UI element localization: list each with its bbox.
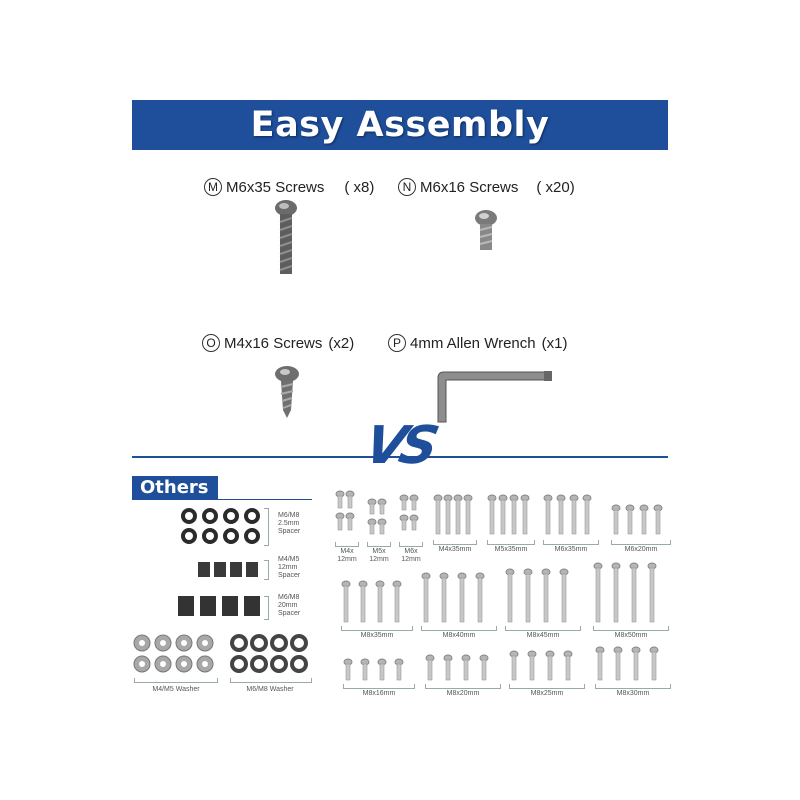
m8x40-screws-bracket (421, 626, 497, 631)
part-n-letter: N (398, 178, 416, 196)
m5x12-screws-label: M5x 12mm (369, 548, 389, 563)
spacer-3-label: M6/M8 20mm Spacer (278, 594, 301, 617)
spacer-1-label: M6/M8 2.5mm Spacer (278, 512, 301, 535)
m8x16-screws-bracket (343, 684, 415, 689)
banner-title: Easy Assembly (250, 105, 550, 145)
m8x40-screws-label: M8x40mm (442, 632, 476, 639)
m4x12-screws-icon (334, 490, 360, 538)
m8x35-screws-icon (340, 580, 414, 630)
part-m-label: M M6x35 Screws ( x8) (204, 178, 374, 196)
m6x35-screws-bracket (543, 540, 599, 545)
spacer-2-label: M4/M5 12mm Spacer (278, 556, 301, 579)
m8x30-screws-label: M8x30mm (616, 690, 650, 697)
m4x16-screw-icon (272, 364, 302, 420)
m4x35-screws-label: M4x35mm (438, 546, 472, 553)
m4-m5-washer-icon (132, 632, 218, 676)
m6x20-screws-icon (610, 504, 672, 542)
m6x35-screw-icon (268, 198, 304, 278)
m5x35-screws-icon (486, 494, 536, 542)
m8x20-screws-bracket (425, 684, 501, 689)
m8x45-screws-icon (504, 568, 582, 630)
m8x45-screws-label: M8x45mm (526, 632, 560, 639)
m8x25-screws-label: M8x25mm (530, 690, 564, 697)
m8x20-screws-icon (424, 654, 502, 688)
m5x12-screws-bracket (367, 542, 391, 547)
spacer-3-bracket (264, 596, 269, 620)
washer-2-bracket (230, 678, 312, 683)
m8x50-screws-icon (592, 562, 670, 630)
m6x12-screws-bracket (399, 542, 423, 547)
m8x40-screws-icon (420, 572, 498, 630)
m6x20-screws-label: M6x20mm (624, 546, 658, 553)
spacer-2-5mm-icon (180, 506, 272, 546)
m6x12-screws-icon (398, 494, 424, 538)
m8x50-screws-bracket (593, 626, 669, 631)
m5x35-screws-bracket (487, 540, 535, 545)
m6x35-screws-label: M6x35mm (554, 546, 588, 553)
m4x12-screws-label: M4x 12mm (337, 548, 357, 563)
part-n-label: N M6x16 Screws ( x20) (398, 178, 575, 196)
part-o-letter: O (202, 334, 220, 352)
others-underline (132, 499, 312, 500)
washer-1-label: M4/M5 Washer (152, 686, 200, 693)
m8x35-screws-label: M8x35mm (360, 632, 394, 639)
spacer-2-bracket (264, 560, 269, 580)
m6x16-screw-icon (472, 208, 500, 254)
spacer-20mm-icon (176, 594, 268, 620)
m8x30-screws-icon (594, 646, 672, 688)
m8x16-screws-label: M8x16mm (362, 690, 396, 697)
m6x35-screws-icon (542, 494, 600, 542)
m6x12-screws-label: M6x 12mm (401, 548, 421, 563)
part-m-letter: M (204, 178, 222, 196)
spacer-12mm-icon (196, 560, 266, 580)
washer-1-bracket (134, 678, 218, 683)
m8x45-screws-bracket (505, 626, 581, 631)
m4x35-screws-icon (432, 494, 478, 542)
m4x12-screws-bracket (335, 542, 359, 547)
m6-m8-washer-icon (228, 632, 312, 676)
part-o-label: O M4x16 Screws (x2) (202, 334, 354, 352)
m8x25-screws-icon (508, 650, 586, 688)
m8x25-screws-bracket (509, 684, 585, 689)
others-heading: Others (132, 476, 218, 500)
vs-logo: VS (359, 416, 439, 476)
m4x35-screws-bracket (433, 540, 477, 545)
m8x35-screws-bracket (341, 626, 413, 631)
m6x20-screws-bracket (611, 540, 671, 545)
allen-wrench-icon (428, 366, 556, 426)
part-p-letter: P (388, 334, 406, 352)
m8x50-screws-label: M8x50mm (614, 632, 648, 639)
spacer-1-bracket (264, 508, 269, 546)
m5x35-screws-label: M5x35mm (494, 546, 528, 553)
washer-2-label: M6/M8 Washer (246, 686, 294, 693)
m8x30-screws-bracket (595, 684, 671, 689)
m8x20-screws-label: M8x20mm (446, 690, 480, 697)
m5x12-screws-icon (366, 498, 392, 542)
part-p-label: P 4mm Allen Wrench (x1) (388, 334, 567, 352)
